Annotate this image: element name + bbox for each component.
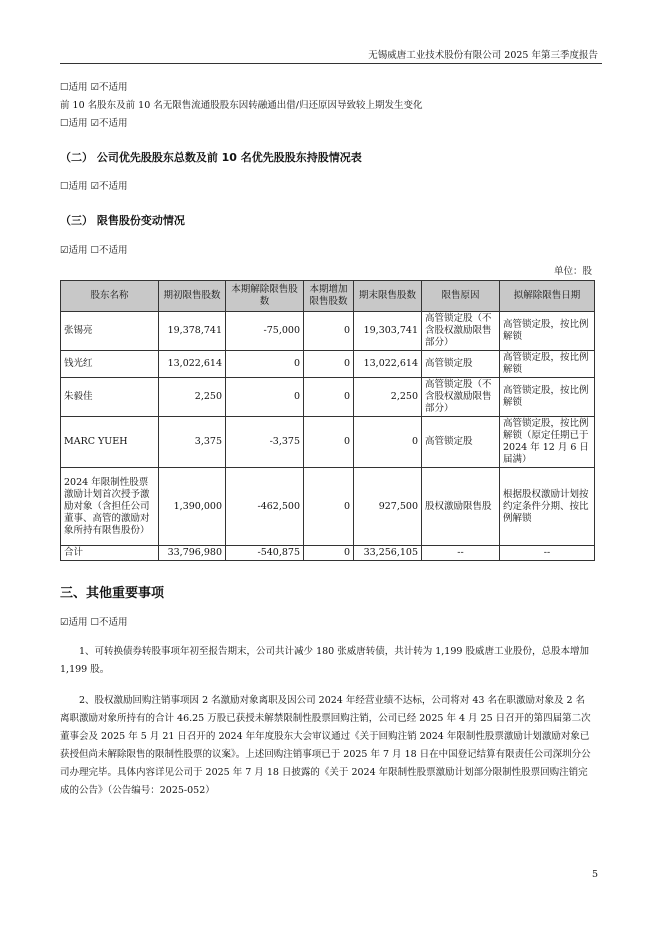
paragraph-equity-incentive-buyback: 2、股权激励回购注销事项因 2 名激励对象离职及因公司 2024 年经营业绩不达标，公司将对 43 名在职激励对象及 2 名离职激励对象所持有的合计 46.25 万股已获授未解禁限制性股票回购注销，公司已经 2025 年 4 月 25 日召开的第四届第二次董事会及 2025 年 5 月 21 日召开的 2024 年年度股东大会审议通过《关于回购注销 2024 年限制性股票激励计划激励对象已获授但尚未解除限售的限制性股票的议案》。上述回购注销事项已于 2025 年 7 月 18 日在中国登记结算有限责任公司深圳分公司办理完毕。具体内容详见公司于 2025 年 7 月 18 日披露的《关于 2024 年限制性股票激励计划部分限制性股票回购注销完成的公告》（公告编号：2025-052） [60,695,591,796]
unit-label: 单位：股 [553,266,592,277]
table-cell: 19,378,741 [159,312,226,351]
page-number: 5 [591,869,598,880]
table-cell: 2,250 [354,378,422,417]
table-cell: 0 [304,351,354,378]
applicability-line-3: ☐适用 ☑不适用 [60,181,128,192]
table-cell: 0 [226,351,304,378]
applicability-line-5: ☑适用 ☐不适用 [60,617,128,628]
table-cell: 33,796,980 [159,546,226,561]
table-row [61,468,595,546]
table-cell: 高管锁定股（不含股权激励限售部分） [422,378,500,417]
column-header: 拟解除限售日期 [500,281,595,312]
top10-transfer-note: 前 10 名股东及前 10 名无限售流通股股东因转融通出借/归还原因导致较上期发生变化 [60,100,423,111]
table-row [61,417,595,468]
table-total-row [61,546,595,561]
table-row [61,312,595,351]
table-row [61,351,595,378]
table-cell: 927,500 [354,468,422,546]
table-cell: 3,375 [159,417,226,468]
header-divider [60,63,602,64]
section-restricted-shares-title: （三） 限售股份变动情况 [60,214,185,227]
table-cell: 高管锁定股，按比例解锁 [500,351,595,378]
section-preferred-shares-title: （二） 公司优先股股东总数及前 10 名优先股股东持股情况表 [60,151,362,164]
table-cell: 0 [304,468,354,546]
table-cell: -- [422,546,500,561]
column-header: 本期解除限售股数 [226,281,304,312]
table-cell: 0 [226,378,304,417]
table-cell: 高管锁定股（不含股权激励限售部分） [422,312,500,351]
table-cell: 股权激励限售股 [422,468,500,546]
section-other-matters-title: 三、其他重要事项 [60,586,165,601]
table-cell: 高管锁定股，按比例解锁 [500,312,595,351]
column-header: 股东名称 [61,281,159,312]
table-cell: -3,375 [226,417,304,468]
table-cell: 张锡亮 [61,312,159,351]
table-cell: 高管锁定股，按比例解锁 [500,378,595,417]
table-cell: 0 [304,546,354,561]
table-cell: 0 [304,312,354,351]
column-header: 期末限售股数 [354,281,422,312]
applicability-line-4: ☑适用 ☐不适用 [60,245,128,256]
column-header: 本期增加限售股数 [304,281,354,312]
paragraph-convertible-bonds: 1、可转换债券转股事项年初至报告期末，公司共计减少 180 张威唐转债，共计转为 1,199 股威唐工业股份，总股本增加 1,199 股。 [60,646,589,675]
column-header: 期初限售股数 [159,281,226,312]
table-cell: 根据股权激励计划按约定条件分期、按比例解锁 [500,468,595,546]
table-cell: 0 [304,417,354,468]
restricted-shares-table [60,280,595,561]
table-cell: -75,000 [226,312,304,351]
table-cell: 2024 年限制性股票激励计划首次授予激励对象（含担任公司董事、高管的激励对象所持有限售股份） [61,468,159,546]
table-cell: 33,256,105 [354,546,422,561]
table-cell: 1,390,000 [159,468,226,546]
applicability-line-1: ☐适用 ☑不适用 [60,82,128,93]
table-cell: 2,250 [159,378,226,417]
table-cell: 高管锁定股 [422,417,500,468]
table-cell: 0 [304,378,354,417]
table-cell: 0 [354,417,422,468]
table-row [61,378,595,417]
table-cell: 朱毅佳 [61,378,159,417]
table-cell: 合计 [61,546,159,561]
column-header: 限售原因 [422,281,500,312]
table-cell: -540,875 [226,546,304,561]
table-cell: 13,022,614 [159,351,226,378]
table-cell: 钱光红 [61,351,159,378]
report-header-title: 无锡威唐工业技术股份有限公司 2025 年第三季度报告 [368,50,598,61]
table-cell: 13,022,614 [354,351,422,378]
table-header-row [61,281,595,312]
table-cell: MARC YUEH [61,417,159,468]
table-cell: 高管锁定股，按比例解锁（原定任期已于 2024 年 12 月 6 日届满） [500,417,595,468]
table-cell: 19,303,741 [354,312,422,351]
table-cell: -462,500 [226,468,304,546]
applicability-line-2: ☐适用 ☑不适用 [60,118,128,129]
table-cell: 高管锁定股 [422,351,500,378]
table-cell: -- [500,546,595,561]
